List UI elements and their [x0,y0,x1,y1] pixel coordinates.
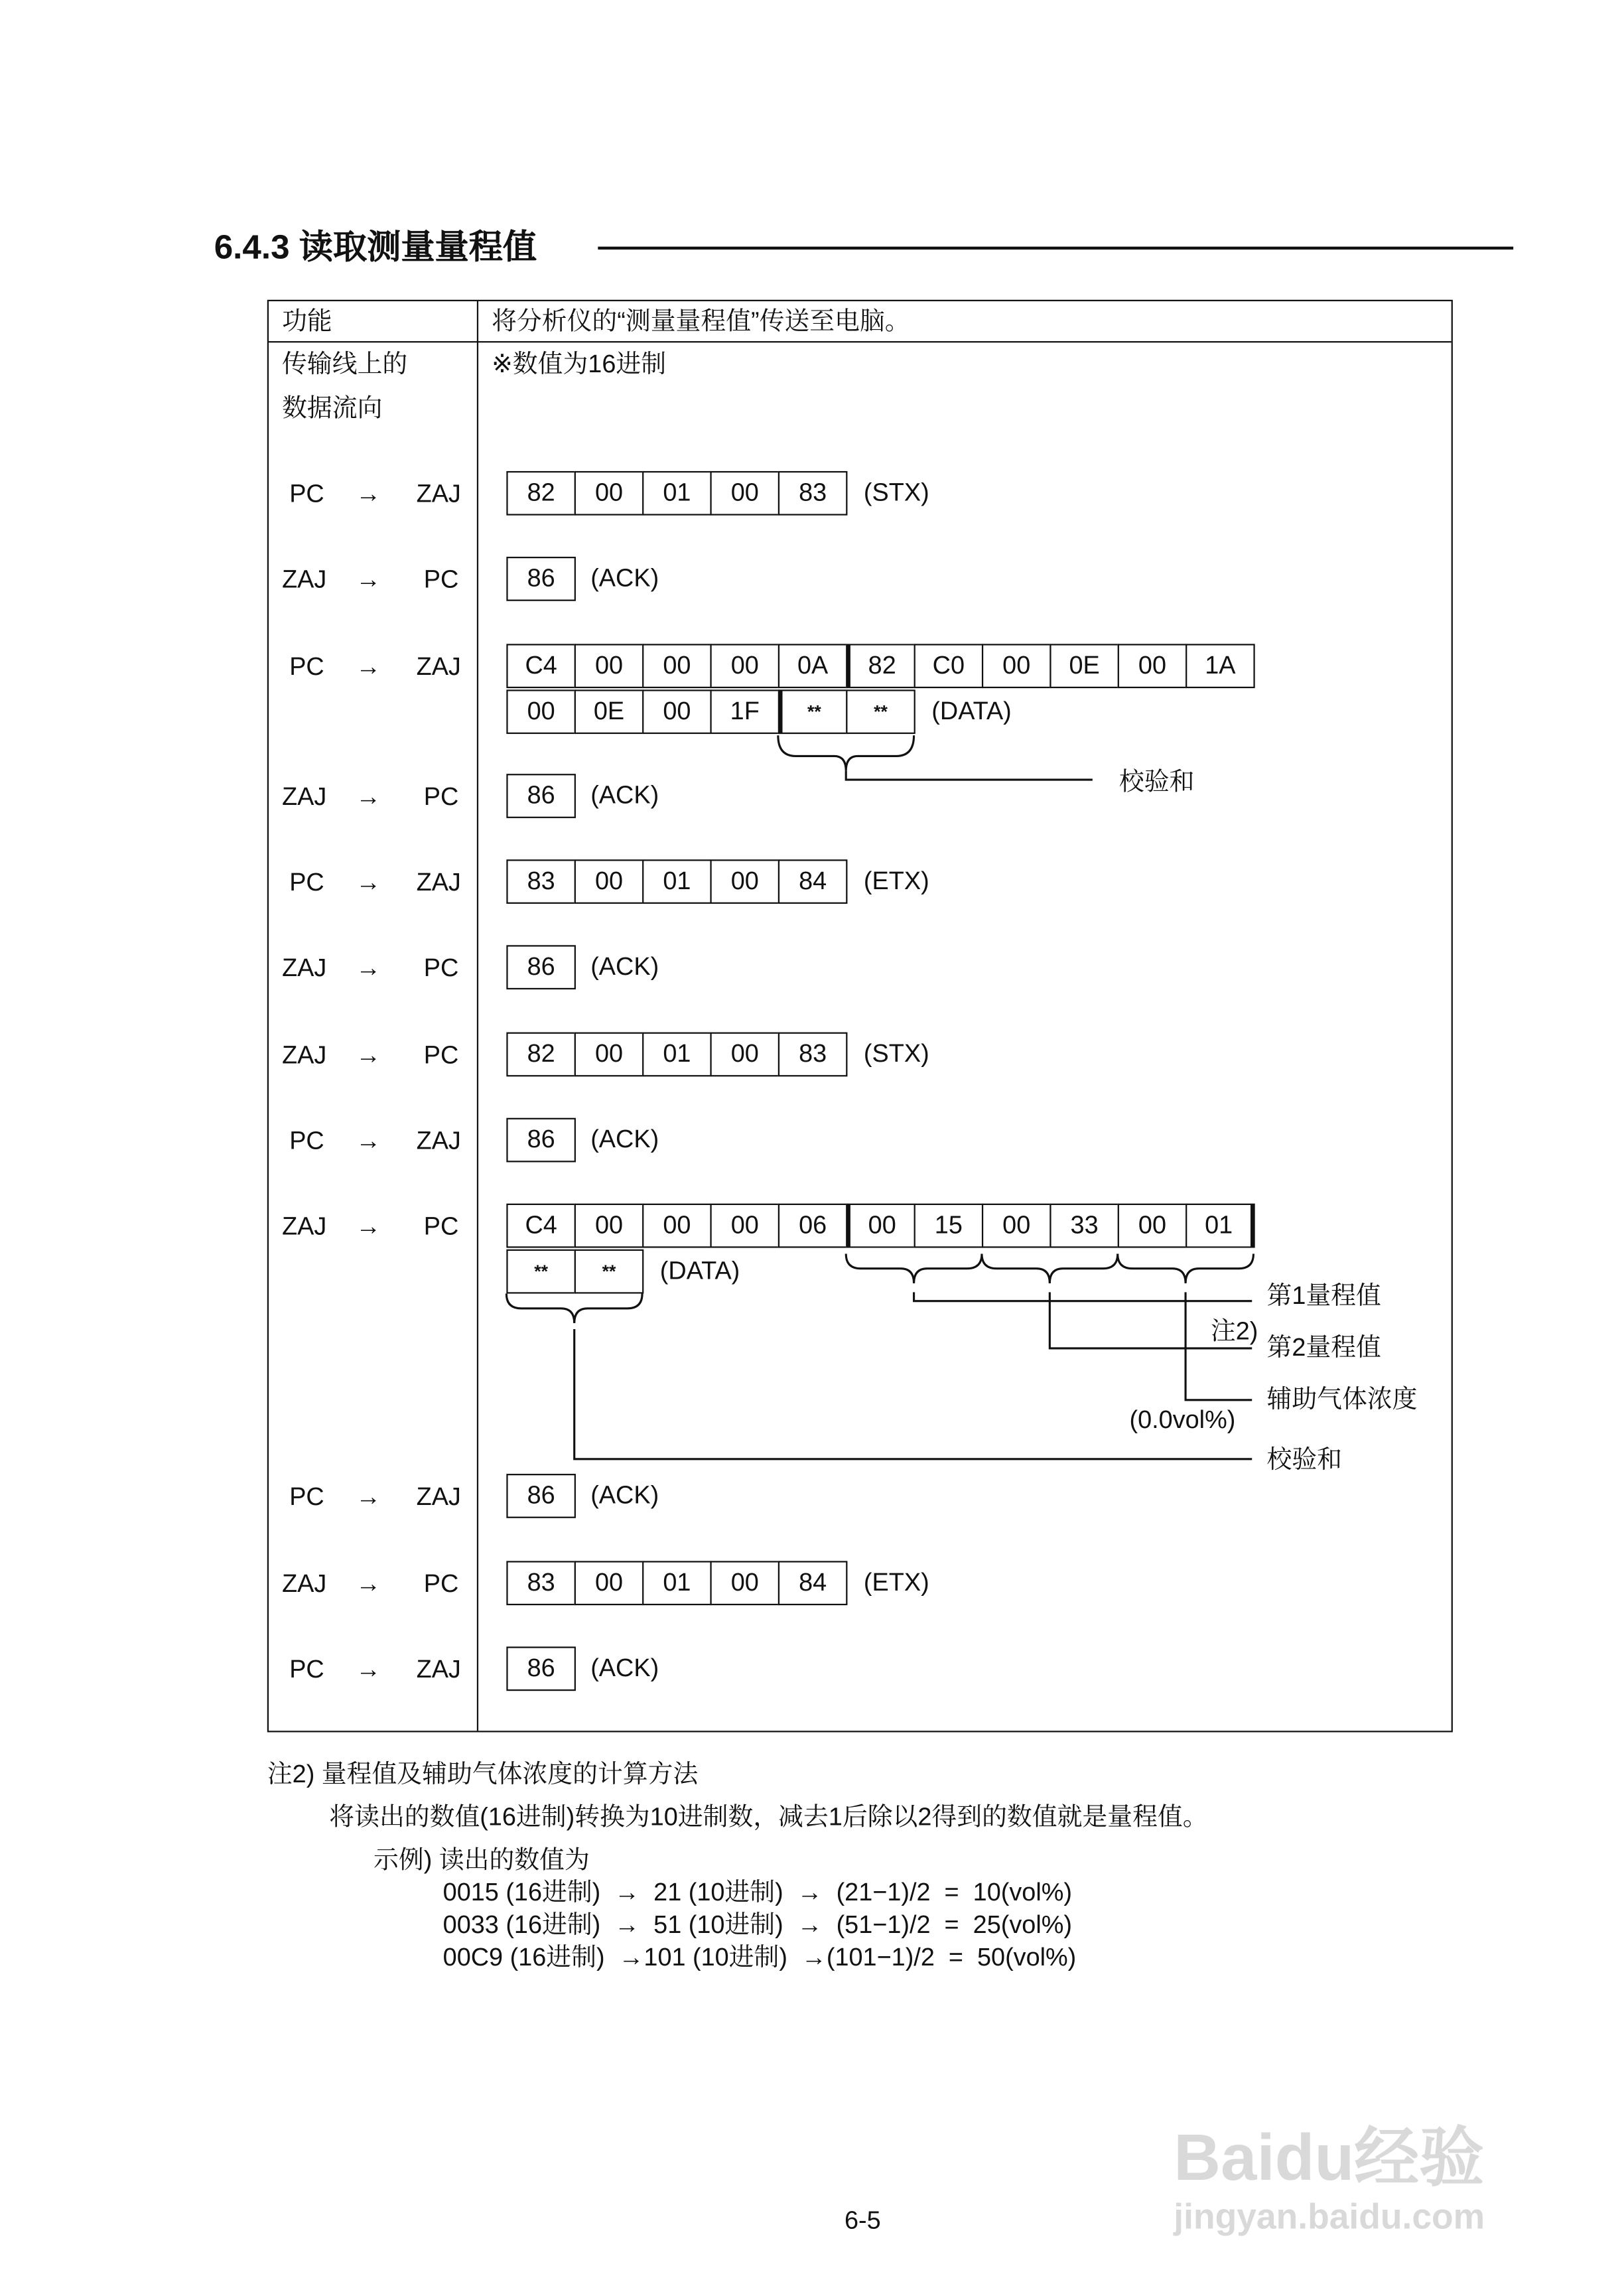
arrow-icon: → [356,480,381,508]
arrow-icon: → [356,1569,381,1598]
byte-cell: ** [506,1249,576,1294]
byte-cell: 00 [1118,1204,1187,1248]
example-label: 示例) 读出的数值为 [373,1845,590,1875]
flow-to: PC [423,1040,459,1070]
byte-cell: 00 [710,1204,779,1248]
byte-cell: 01 [642,1033,712,1077]
byte-cell: 00 [575,1033,644,1077]
watermark-logo: Baidu经验 [1174,2122,1485,2195]
byte-cell: 00 [710,1033,779,1077]
note-body: 将读出的数值(16进制)转换为10进制数，减去1后除以2得到的数值就是量程值。 [329,1803,1208,1831]
page-number: 6-5 [844,2206,881,2235]
byte-cell: ** [846,689,915,734]
byte-cell: C0 [914,644,984,688]
byte-cell: 01 [642,471,712,516]
flow-label-line2: 数据流向 [282,394,383,423]
byte-cell: 00 [575,471,644,516]
flow-to: ZAJ [416,480,461,508]
flow-from: PC [289,652,324,681]
flow-from: PC [289,480,324,508]
flow-from: PC [289,1127,324,1155]
flow-to: ZAJ [416,868,461,896]
byte-cell: 00 [1118,644,1187,688]
frame-label: (ETX) [863,1568,929,1597]
byte-cell: 00 [642,1204,712,1248]
byte-cell: C4 [506,644,576,688]
byte-cell: 01 [642,859,712,904]
flow-from: ZAJ [282,565,327,594]
example-line: 0033 (16进制) → 51 (10进制) → (51−1)/2 = 25(vol%) [442,1910,1072,1940]
range1-leader [914,1292,1252,1301]
frame-label: (STX) [863,478,929,507]
byte-cell: 00 [506,689,576,734]
byte-cell: 82 [506,1033,576,1077]
byte-cell: 86 [506,774,576,818]
flow-from: ZAJ [282,1040,327,1070]
flow-label-line1: 传输线上的 [282,350,408,378]
flow-to: ZAJ [416,652,461,681]
range1-label: 第1量程值 [1266,1281,1381,1311]
frame-label: (ACK) [590,564,659,593]
aux-gas-value: (0.0vol%) [1129,1405,1236,1434]
byte-cell: 86 [506,945,576,989]
flow-from: PC [289,868,324,896]
section-heading: 6.4.3 读取测量量程值 [214,227,537,266]
byte-cell: ** [778,689,848,734]
byte-cell: 0E [1049,644,1119,688]
flow-from: ZAJ [282,1212,327,1241]
watermark-url: jingyan.baidu.com [1174,2197,1485,2238]
byte-cell: 00 [575,1204,644,1248]
checksum-label-1: 校验和 [1118,768,1195,796]
hex-note: ※数值为16进制 [492,350,667,378]
flow-from: PC [289,1655,324,1684]
function-text: 将分析仪的“测量量程值”传送至电脑。 [492,307,910,336]
arrow-icon: → [356,1040,381,1070]
byte-cell: 84 [778,1561,848,1605]
arrow-icon: → [356,954,381,982]
flow-from: ZAJ [282,782,327,811]
arrow-icon: → [356,652,381,681]
note-title: 注2) 量程值及辅助气体浓度的计算方法 [267,1760,699,1789]
function-label: 功能 [282,307,332,336]
byte-cell: 84 [778,859,848,904]
flow-to: ZAJ [416,1482,461,1511]
checksum-label-2: 校验和 [1266,1445,1342,1474]
byte-cell: 00 [710,859,779,904]
byte-cell: 86 [506,1474,576,1518]
arrow-icon: → [356,1212,381,1241]
byte-cell: 00 [642,689,712,734]
arrow-icon: → [356,1482,381,1511]
byte-cell: 86 [506,1118,576,1163]
example-line: 00C9 (16进制) →101 (10进制) →(101−1)/2 = 50(vol%) [442,1943,1077,1972]
byte-cell: 86 [506,557,576,601]
byte-cell: 00 [846,1204,915,1248]
byte-cell: 00 [710,644,779,688]
frame-label: (ACK) [590,781,659,810]
byte-cell: C4 [506,1204,576,1248]
byte-cell: 82 [846,644,915,688]
arrow-icon: → [356,868,381,896]
flow-to: PC [423,1212,459,1241]
byte-cell: 83 [506,859,576,904]
frame-label: (STX) [863,1039,929,1068]
flow-to: PC [423,782,459,811]
flow-from: ZAJ [282,954,327,982]
checksum-leader-1 [846,771,1093,780]
byte-cell: 00 [982,644,1051,688]
arrow-icon: → [356,565,381,594]
flow-to: PC [423,1569,459,1598]
byte-cell: ** [575,1249,644,1294]
byte-cell: 00 [642,644,712,688]
frame-label: (ACK) [590,1654,659,1682]
byte-cell: 00 [710,1561,779,1605]
byte-cell: 1F [710,689,779,734]
aux-gas-label: 辅助气体浓度 [1266,1385,1418,1413]
range1-brace [846,1253,982,1283]
range2-label: 第2量程值 [1266,1333,1381,1362]
byte-cell: 06 [778,1204,848,1248]
flow-to: ZAJ [416,1127,461,1155]
frame-label: (ACK) [590,1481,659,1510]
byte-cell: 15 [914,1204,984,1248]
frame-label: (DATA) [659,1256,740,1285]
frame-label: (ETX) [863,867,929,895]
byte-cell: 86 [506,1646,576,1691]
byte-cell: 83 [506,1561,576,1605]
arrow-icon: → [356,782,381,811]
byte-cell: 0A [778,644,848,688]
checksum-brace-1 [778,735,914,770]
byte-cell: 00 [575,644,644,688]
byte-cell: 1A [1185,644,1255,688]
byte-cell: 00 [710,471,779,516]
byte-cell: 33 [1049,1204,1119,1248]
byte-cell: 0E [575,689,644,734]
flow-to: PC [423,565,459,594]
byte-cell: 83 [778,1033,848,1077]
arrow-icon: → [356,1127,381,1155]
note-ref: 注2) [1210,1317,1258,1346]
byte-cell: 83 [778,471,848,516]
aux-brace [1118,1253,1254,1283]
frame-label: (DATA) [931,697,1012,725]
flow-to: PC [423,954,459,982]
byte-cell: 00 [982,1204,1051,1248]
byte-cell: 00 [575,1561,644,1605]
range2-brace [982,1253,1118,1283]
byte-cell: 82 [506,471,576,516]
byte-cell: 01 [1185,1204,1255,1248]
flow-to: ZAJ [416,1655,461,1684]
flow-from: ZAJ [282,1569,327,1598]
flow-from: PC [289,1482,324,1511]
frame-label: (ACK) [590,1125,659,1154]
byte-cell: 01 [642,1561,712,1605]
byte-cell: 00 [575,859,644,904]
checksum-brace-2 [506,1294,642,1324]
frame-label: (ACK) [590,952,659,981]
arrow-icon: → [356,1655,381,1684]
example-line: 0015 (16进制) → 21 (10进制) → (21−1)/2 = 10(vol%) [442,1878,1072,1907]
